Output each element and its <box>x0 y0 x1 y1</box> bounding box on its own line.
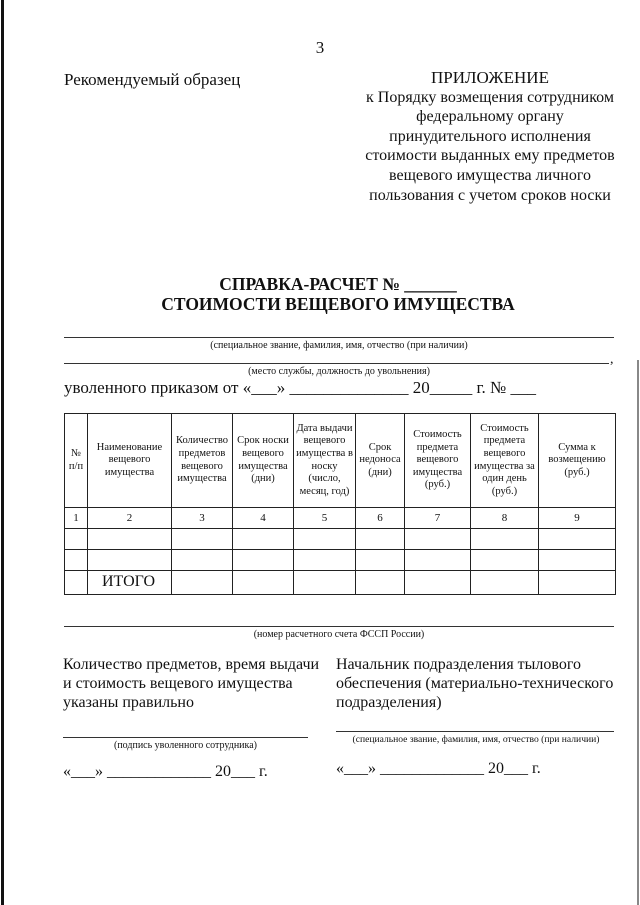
table-cell[interactable] <box>65 529 88 550</box>
appendix-line: к Порядку возмещения сотрудником <box>366 88 614 106</box>
employee-confirmation-text <box>63 655 319 712</box>
page-number: 3 <box>315 38 325 57</box>
header-cell: Сумма к возмещению (руб.) <box>539 414 616 508</box>
table-cell[interactable] <box>356 550 405 571</box>
header-cell: Наименование вещевого имущества <box>88 414 172 508</box>
table-cell <box>65 571 88 595</box>
appendix-title: ПРИЛОЖЕНИЕ <box>431 68 549 87</box>
appendix-block <box>340 68 640 205</box>
table-cell[interactable] <box>471 571 539 595</box>
header-cell: Стоимость предмета вещевого имущества за один день (руб.) <box>471 414 539 508</box>
employee-signature-line[interactable] <box>63 737 308 738</box>
column-number: 3 <box>172 508 233 529</box>
table-cell[interactable] <box>471 529 539 550</box>
table-cell[interactable] <box>294 529 356 550</box>
appendix-line: пользования с учетом сроков носки <box>369 186 611 204</box>
table-cell[interactable] <box>88 529 172 550</box>
table-cell[interactable] <box>471 550 539 571</box>
table-cell[interactable] <box>294 550 356 571</box>
appendix-line: стоимости выданных ему предметов <box>365 147 615 165</box>
column-number: 7 <box>405 508 471 529</box>
column-number-row <box>65 508 616 529</box>
column-number: 8 <box>471 508 539 529</box>
table-cell[interactable] <box>539 529 616 550</box>
appendix-line: федеральному органу <box>416 108 564 126</box>
dismissal-order-line[interactable]: уволенного приказом от «___» ______________ 20_____ г. № ___ <box>64 378 536 397</box>
table-cell[interactable] <box>405 550 471 571</box>
header-cell: Дата выдачи вещевого имущества в носку (число, месяц, год) <box>294 414 356 508</box>
column-number: 2 <box>88 508 172 529</box>
table-cell[interactable] <box>233 571 294 595</box>
employee-signature-caption: (подпись уволенного сотрудника) <box>114 740 257 751</box>
table-cell[interactable] <box>65 550 88 571</box>
title-line-1: СПРАВКА-РАСЧЕТ № ______ <box>219 274 457 294</box>
column-number: 4 <box>233 508 294 529</box>
column-number: 1 <box>65 508 88 529</box>
total-sum-cell[interactable] <box>539 571 616 595</box>
document-title <box>100 274 576 314</box>
logistics-head-line: обеспечения (материально-технического <box>336 675 614 692</box>
total-row <box>65 571 616 595</box>
name-field-line[interactable] <box>64 337 614 338</box>
table-cell[interactable] <box>294 571 356 595</box>
account-number-line[interactable] <box>64 626 614 627</box>
account-number-caption: (номер расчетного счета ФССП России) <box>253 629 425 640</box>
table-row <box>65 550 616 571</box>
logistics-head-line: подразделения) <box>336 694 442 711</box>
header-cell: № п/п <box>65 414 88 508</box>
table-cell[interactable] <box>405 571 471 595</box>
scan-edge-left <box>1 0 4 905</box>
confirmation-line: Количество предметов, время выдачи <box>63 656 320 673</box>
header-cell: Количество предметов вещевого имущества <box>172 414 233 508</box>
table-cell[interactable] <box>233 550 294 571</box>
scan-edge-right <box>637 360 639 905</box>
service-trailing-comma: , <box>610 352 614 367</box>
appendix-line: принудительного исполнения <box>389 127 591 145</box>
header-cell: Срок недоноса (дни) <box>356 414 405 508</box>
header-cell: Стоимость предмета вещевого имущества (руб.) <box>405 414 471 508</box>
table-cell[interactable] <box>172 529 233 550</box>
table-cell[interactable] <box>539 550 616 571</box>
logistics-head-line: Начальник подразделения тылового <box>336 656 582 673</box>
logistics-head-date-field[interactable]: «___» _____________ 20___ г. <box>336 760 541 777</box>
recommended-sample-label: Рекомендуемый образец <box>64 70 241 89</box>
table-cell[interactable] <box>172 550 233 571</box>
header-cell: Срок носки вещевого имущества (дни) <box>233 414 294 508</box>
service-field-caption: (место службы, должность до увольнения) <box>248 366 430 377</box>
name-field-caption: (специальное звание, фамилия, имя, отчество (при наличии) <box>210 340 468 351</box>
table-cell[interactable] <box>172 571 233 595</box>
total-label: ИТОГО <box>88 571 172 595</box>
table-cell[interactable] <box>233 529 294 550</box>
logistics-head-text <box>336 655 613 712</box>
table-cell[interactable] <box>356 529 405 550</box>
table-cell[interactable] <box>356 571 405 595</box>
logistics-head-caption: (специальное звание, фамилия, имя, отчество (при наличии) <box>352 734 600 745</box>
table-row <box>65 529 616 550</box>
table-cell[interactable] <box>88 550 172 571</box>
table-header-row <box>65 414 616 508</box>
logistics-head-signature-line[interactable] <box>336 731 614 732</box>
appendix-line: вещевого имущества личного <box>389 166 591 184</box>
column-number: 5 <box>294 508 356 529</box>
title-line-2: СТОИМОСТИ ВЕЩЕВОГО ИМУЩЕСТВА <box>161 294 515 314</box>
table-cell[interactable] <box>405 529 471 550</box>
column-number: 9 <box>539 508 616 529</box>
service-field-line[interactable] <box>64 363 609 364</box>
column-number: 6 <box>356 508 405 529</box>
confirmation-line: и стоимость вещевого имущества <box>63 675 293 692</box>
confirmation-line: указаны правильно <box>63 694 194 711</box>
employee-date-field[interactable]: «___» _____________ 20___ г. <box>63 763 268 780</box>
property-table <box>64 413 616 595</box>
